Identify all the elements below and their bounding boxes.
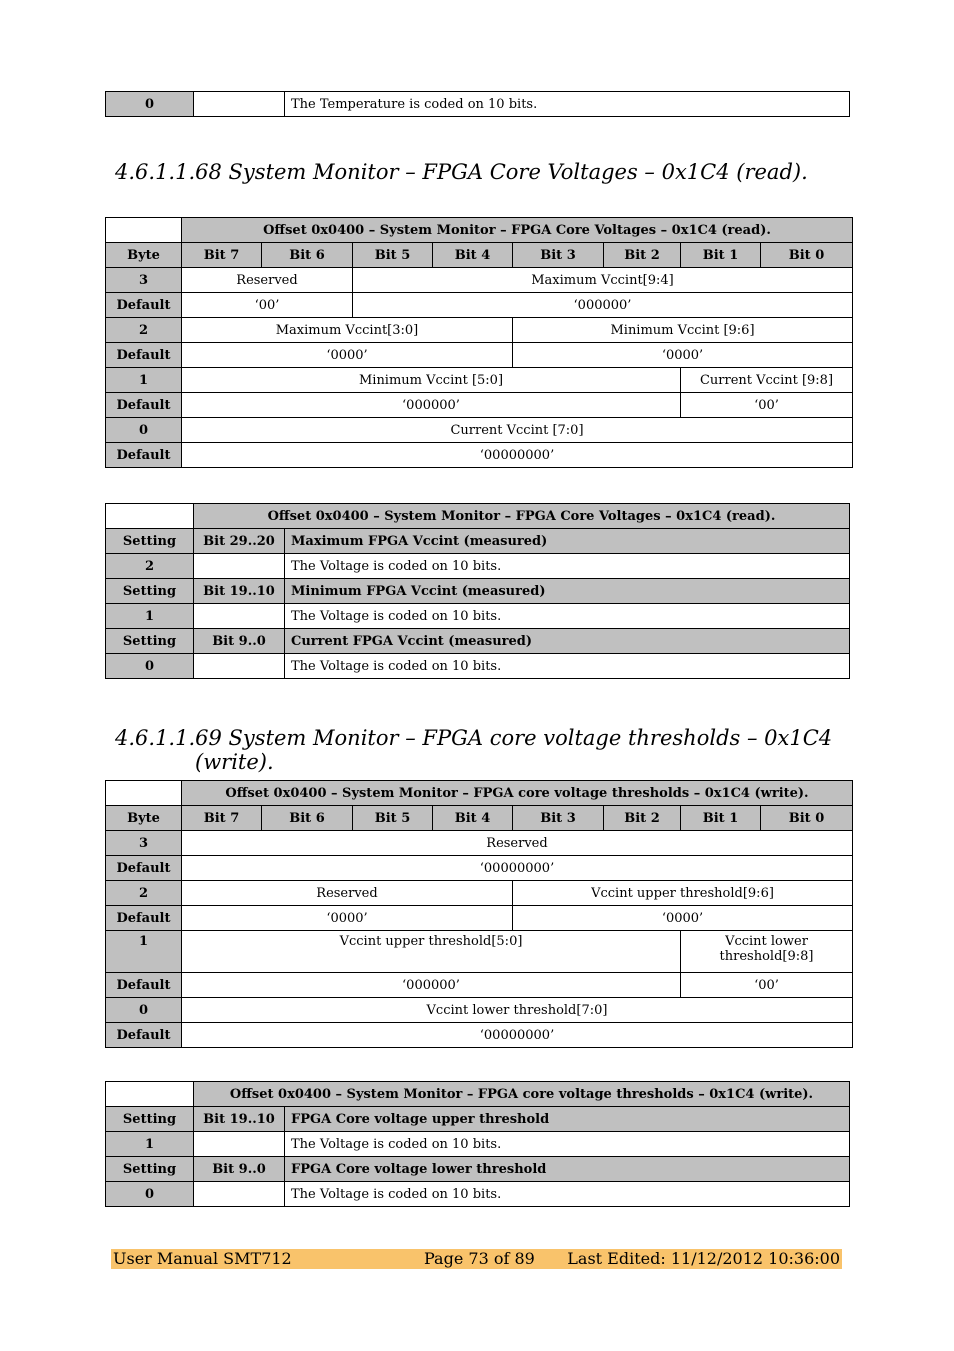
table-row [106, 629, 850, 654]
default-value: ‘00’ [681, 393, 853, 418]
section-heading-69: 4.6.1.1.69 System Monitor – FPGA core voltage thresholds – 0x1C4 [115, 726, 833, 750]
setting-value: 0 [106, 654, 194, 679]
corner-cell [106, 218, 182, 243]
table-row [106, 604, 850, 629]
table-title: Offset 0x0400 – System Monitor – FPGA core voltage thresholds – 0x1C4 (write). [182, 781, 853, 806]
table-row [106, 1107, 850, 1132]
field-cell: Reserved [182, 268, 353, 293]
default-label: Default [106, 856, 182, 881]
table-row [106, 343, 853, 368]
corner-cell [106, 1082, 194, 1107]
default-value: ‘0000’ [182, 343, 513, 368]
table-row [106, 906, 853, 931]
byte-number: 1 [106, 368, 182, 393]
empty-cell [194, 1182, 285, 1207]
bit-header: Bit 2 [604, 806, 681, 831]
byte-number: 3 [106, 268, 182, 293]
table-row [106, 1157, 850, 1182]
footer-manual-title: User Manual SMT712 [113, 1249, 292, 1268]
table-header-row [106, 243, 853, 268]
table-title-row [106, 218, 853, 243]
field-cell: Minimum Vccint [9:6] [513, 318, 853, 343]
table-row [106, 443, 853, 468]
bit-header: Bit 1 [681, 243, 761, 268]
byte-number: 0 [106, 418, 182, 443]
setting-label: Setting [106, 1157, 194, 1182]
bit-header: Bit 5 [353, 243, 433, 268]
bit-header: Bit 3 [513, 806, 604, 831]
table-row [106, 554, 850, 579]
table-row [106, 973, 853, 998]
table-row [106, 579, 850, 604]
setting-description: The Voltage is coded on 10 bits. [285, 1182, 850, 1207]
default-label: Default [106, 973, 182, 998]
footer-last-edited: Last Edited: 11/12/2012 10:36:00 [567, 1249, 840, 1268]
default-label: Default [106, 1023, 182, 1048]
field-cell: Vccint lower threshold[7:0] [182, 998, 853, 1023]
bit-range: Bit 9..0 [194, 1157, 285, 1182]
empty-cell [194, 654, 285, 679]
setting-description: The Temperature is coded on 10 bits. [285, 92, 850, 117]
register-bit-table-read [105, 217, 853, 468]
setting-label: Setting [106, 629, 194, 654]
byte-number: 2 [106, 881, 182, 906]
setting-label: Setting [106, 1107, 194, 1132]
empty-cell [194, 554, 285, 579]
setting-name: FPGA Core voltage upper threshold [285, 1107, 850, 1132]
bit-header: Bit 7 [182, 806, 262, 831]
corner-cell [106, 504, 194, 529]
field-cell: Minimum Vccint [5:0] [182, 368, 681, 393]
bit-range: Bit 19..10 [194, 1107, 285, 1132]
field-cell: Maximum Vccint[3:0] [182, 318, 513, 343]
table-row [106, 92, 850, 117]
setting-description: The Voltage is coded on 10 bits. [285, 1132, 850, 1157]
bit-header: Bit 1 [681, 806, 761, 831]
table-row [106, 1023, 853, 1048]
default-label: Default [106, 393, 182, 418]
setting-value: 2 [106, 554, 194, 579]
default-value: ‘0000’ [513, 343, 853, 368]
field-cell: Vccint upper threshold[5:0] [182, 931, 681, 973]
table-title-row [106, 504, 850, 529]
setting-value: 0 [106, 1182, 194, 1207]
table-row [106, 418, 853, 443]
page-footer [111, 1249, 842, 1269]
table-title-row [106, 1082, 850, 1107]
byte-header: Byte [106, 243, 182, 268]
register-bit-table-write [105, 780, 853, 1048]
table-row [106, 368, 853, 393]
setting-description: The Voltage is coded on 10 bits. [285, 554, 850, 579]
default-value: ‘000000’ [182, 393, 681, 418]
table-title: Offset 0x0400 – System Monitor – FPGA Core Voltages – 0x1C4 (read). [194, 504, 850, 529]
section-heading-68: 4.6.1.1.68 System Monitor – FPGA Core Voltages – 0x1C4 (read). [115, 160, 808, 184]
bit-header: Bit 6 [262, 806, 353, 831]
setting-name: Maximum FPGA Vccint (measured) [285, 529, 850, 554]
byte-header: Byte [106, 806, 182, 831]
temperature-setting-table [105, 91, 850, 117]
table-row [106, 931, 853, 973]
setting-name: Current FPGA Vccint (measured) [285, 629, 850, 654]
setting-name: FPGA Core voltage lower threshold [285, 1157, 850, 1182]
default-value: ‘00’ [182, 293, 353, 318]
table-row [106, 998, 853, 1023]
table-row [106, 856, 853, 881]
empty-cell [194, 1132, 285, 1157]
default-label: Default [106, 293, 182, 318]
default-value: ‘00000000’ [182, 1023, 853, 1048]
setting-value: 1 [106, 604, 194, 629]
bit-header: Bit 0 [761, 806, 853, 831]
field-cell: Maximum Vccint[9:4] [353, 268, 853, 293]
register-setting-table-write [105, 1081, 850, 1207]
bit-header: Bit 3 [513, 243, 604, 268]
setting-name: Minimum FPGA Vccint (measured) [285, 579, 850, 604]
bit-range: Bit 19..10 [194, 579, 285, 604]
setting-value: 1 [106, 1132, 194, 1157]
field-cell: Reserved [182, 831, 853, 856]
field-cell: Current Vccint [7:0] [182, 418, 853, 443]
table-row [106, 831, 853, 856]
table-title-row [106, 781, 853, 806]
setting-description: The Voltage is coded on 10 bits. [285, 654, 850, 679]
default-value: ‘0000’ [182, 906, 513, 931]
bit-header: Bit 4 [433, 806, 513, 831]
footer-page-number: Page 73 of 89 [424, 1249, 535, 1268]
default-value: ‘00000000’ [182, 856, 853, 881]
byte-number: 1 [106, 931, 182, 973]
field-cell: Reserved [182, 881, 513, 906]
table-title: Offset 0x0400 – System Monitor – FPGA core voltage thresholds – 0x1C4 (write). [194, 1082, 850, 1107]
table-row [106, 318, 853, 343]
table-row [106, 268, 853, 293]
default-label: Default [106, 906, 182, 931]
bit-range: Bit 9..0 [194, 629, 285, 654]
default-value: ‘000000’ [353, 293, 853, 318]
byte-number: 0 [106, 998, 182, 1023]
table-row [106, 529, 850, 554]
table-header-row [106, 806, 853, 831]
field-cell: Vccint upper threshold[9:6] [513, 881, 853, 906]
table-row [106, 654, 850, 679]
setting-label: Setting [106, 529, 194, 554]
byte-number: 3 [106, 831, 182, 856]
default-label: Default [106, 443, 182, 468]
table-title: Offset 0x0400 – System Monitor – FPGA Core Voltages – 0x1C4 (read). [182, 218, 853, 243]
empty-cell [194, 604, 285, 629]
byte-number: 2 [106, 318, 182, 343]
table-row [106, 881, 853, 906]
bit-header: Bit 7 [182, 243, 262, 268]
table-row [106, 1132, 850, 1157]
default-value: ‘00000000’ [182, 443, 853, 468]
bit-header: Bit 2 [604, 243, 681, 268]
field-cell: Current Vccint [9:8] [681, 368, 853, 393]
bit-range: Bit 29..20 [194, 529, 285, 554]
table-row [106, 393, 853, 418]
bit-header: Bit 6 [262, 243, 353, 268]
default-value: ‘00’ [681, 973, 853, 998]
field-cell: Vccint lower threshold[9:8] [681, 931, 853, 973]
setting-value: 0 [106, 92, 194, 117]
default-label: Default [106, 343, 182, 368]
bit-header: Bit 5 [353, 806, 433, 831]
corner-cell [106, 781, 182, 806]
table-row [106, 293, 853, 318]
bit-header: Bit 4 [433, 243, 513, 268]
bit-header: Bit 0 [761, 243, 853, 268]
bit-cell [194, 92, 285, 117]
default-value: ‘0000’ [513, 906, 853, 931]
setting-label: Setting [106, 579, 194, 604]
section-heading-69-continued: (write). [195, 750, 274, 774]
default-value: ‘000000’ [182, 973, 681, 998]
setting-description: The Voltage is coded on 10 bits. [285, 604, 850, 629]
register-setting-table-read [105, 503, 850, 679]
table-row [106, 1182, 850, 1207]
